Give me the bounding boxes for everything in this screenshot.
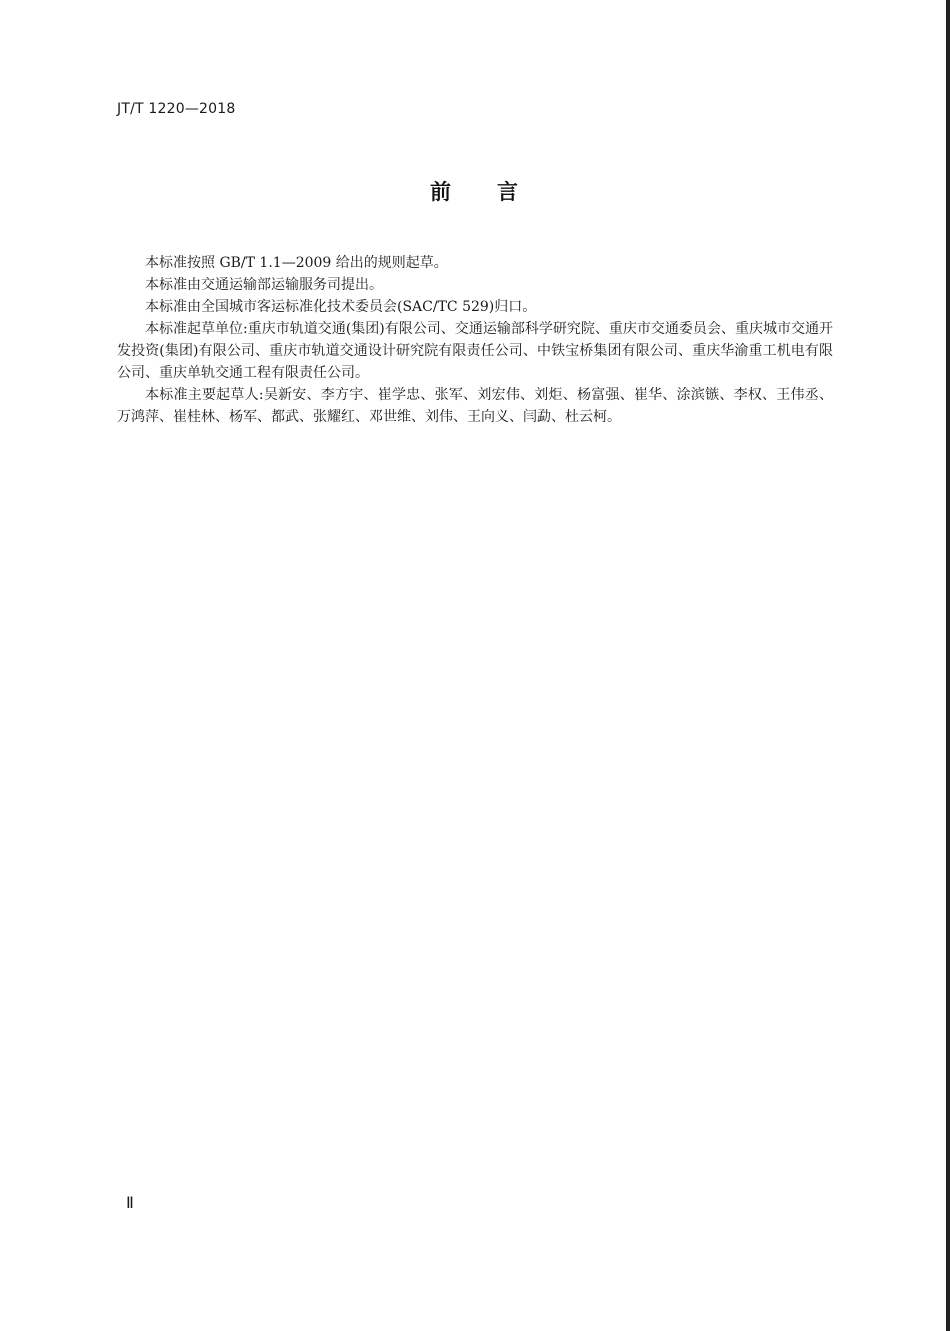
paragraph-drafting-units: 本标准起草单位:重庆市轨道交通(集团)有限公司、交通运输部科学研究院、重庆市交通委员会、重庆城市交通开发投资(集团)有限公司、重庆市轨道交通设计研究院有限责任公司、中铁宝桥集团有限公司、重庆华渝重工机电有限公司、重庆单轨交通工程有限责任公司。 (117, 321, 833, 381)
page-number: Ⅱ (126, 1195, 134, 1212)
foreword-body (117, 252, 833, 428)
page-title (0, 176, 950, 206)
paragraph-drafting-rules: 本标准按照 GB/T 1.1—2009 给出的规则起草。 (145, 255, 448, 271)
standard-code: JT/T 1220—2018 (117, 101, 236, 117)
paragraph-committee: 本标准由全国城市客运标准化技术委员会(SAC/TC 529)归口。 (145, 299, 537, 315)
title-char-1: 前 (430, 180, 453, 204)
paragraph-proposer: 本标准由交通运输部运输服务司提出。 (145, 277, 383, 293)
paragraph-drafters: 本标准主要起草人:吴新安、李方宇、崔学忠、张军、刘宏伟、刘炬、杨富强、崔华、涂滨镞、李权、王伟丞、万鸿萍、崔桂林、杨军、都武、张耀红、邓世维、刘伟、王向义、闫勐、杜云柯。 (117, 387, 833, 425)
title-char-2: 言 (497, 180, 520, 204)
